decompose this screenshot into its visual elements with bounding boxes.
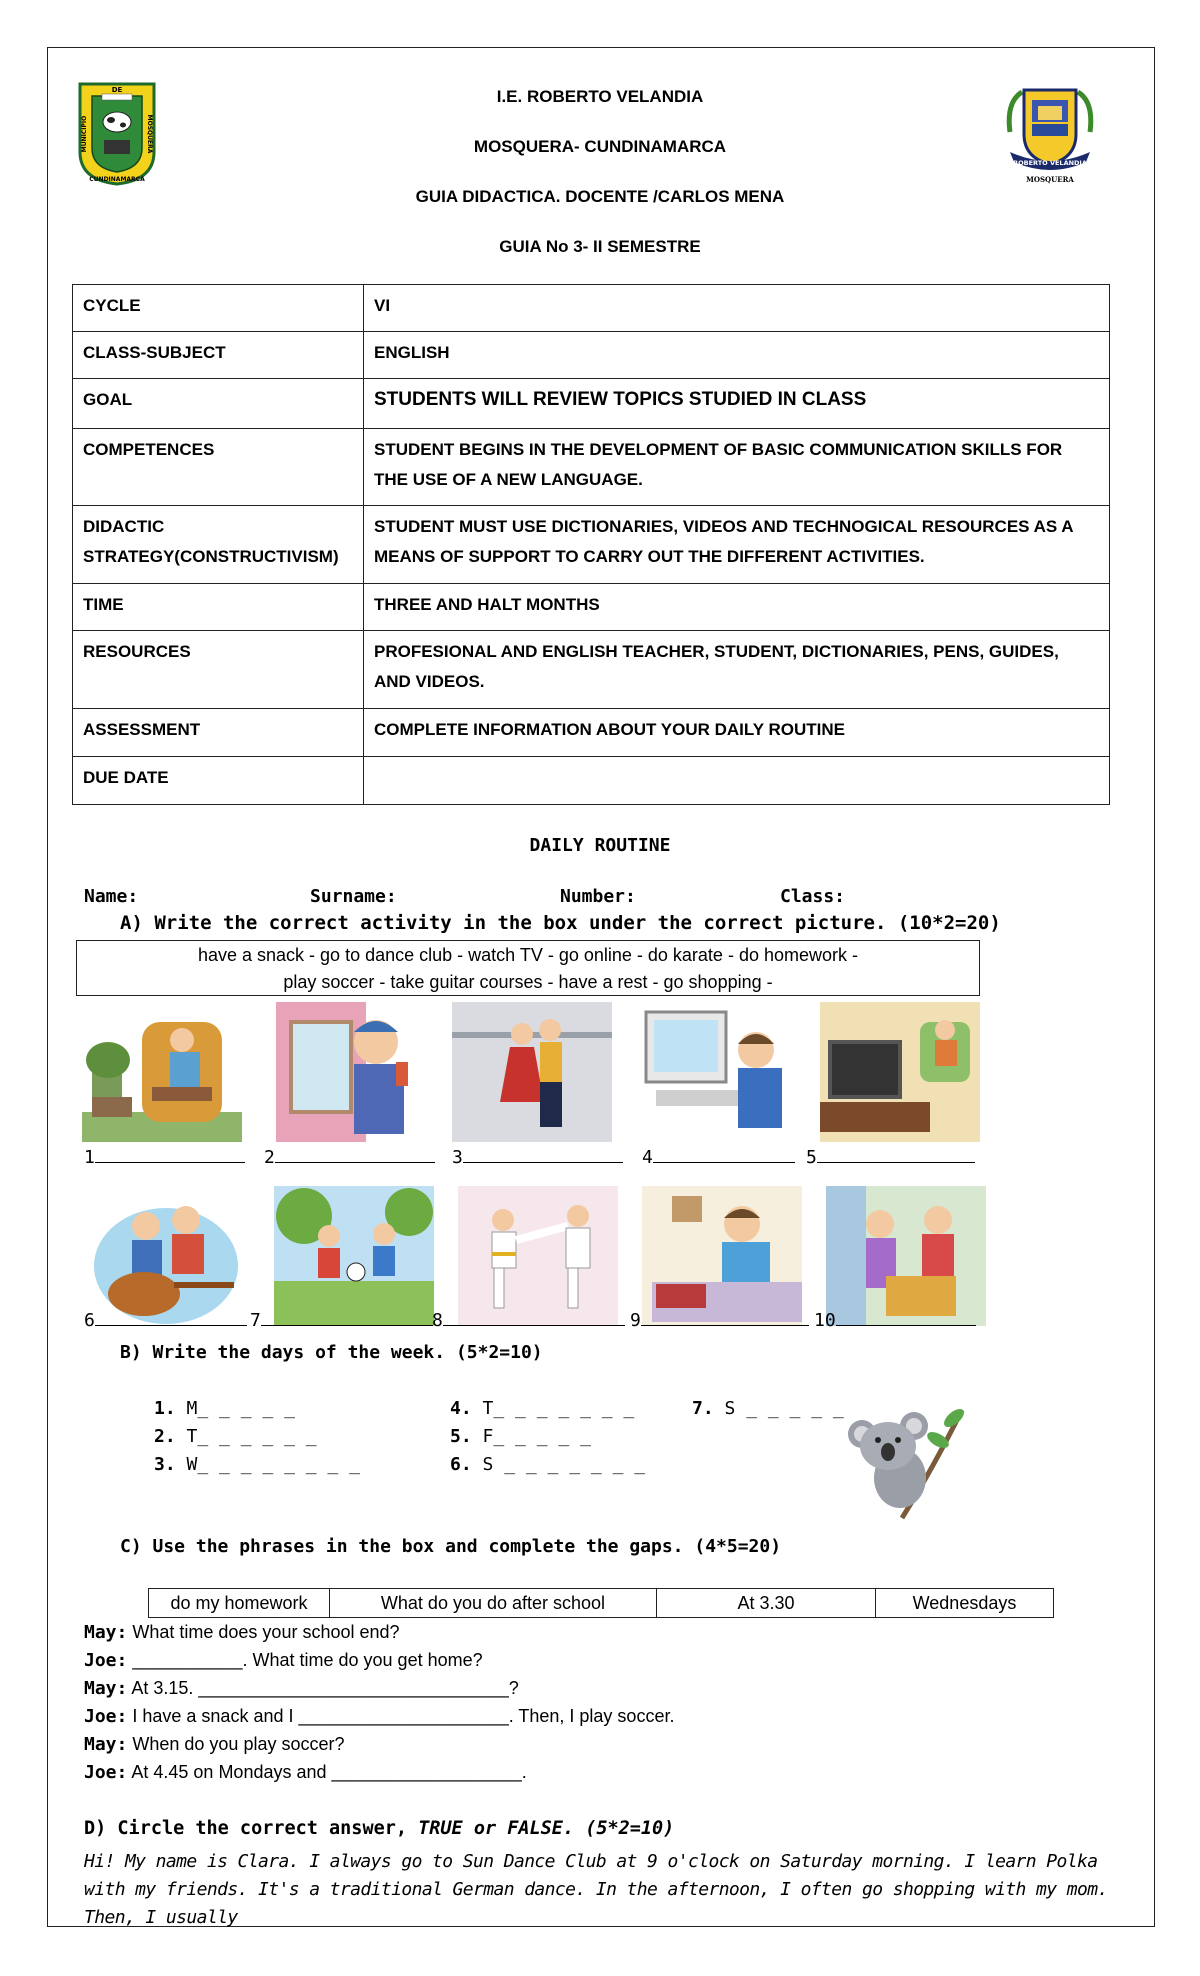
row-key: CLASS-SUBJECT bbox=[73, 332, 364, 379]
dialog-text: What time does your school end? bbox=[132, 1622, 400, 1642]
blank-number: 7 bbox=[250, 1310, 261, 1331]
day-number: 7. bbox=[692, 1398, 714, 1419]
logo-text-bottom: CUNDINAMARCA bbox=[89, 176, 145, 183]
blank-number: 8 bbox=[432, 1310, 443, 1331]
day-number: 4. bbox=[450, 1398, 472, 1419]
blank-number: 9 bbox=[630, 1310, 641, 1331]
table-row bbox=[73, 379, 1110, 429]
picture-watch-tv bbox=[820, 1002, 980, 1142]
dialog-line-1 bbox=[84, 1622, 400, 1643]
dialog-line-6[interactable] bbox=[84, 1762, 527, 1783]
row-value: COMPLETE INFORMATION ABOUT YOUR DAILY ROUTINE bbox=[364, 709, 1110, 757]
row-key: RESOURCES bbox=[73, 631, 364, 709]
blank-number: 6 bbox=[84, 1310, 95, 1331]
row-value: PROFESIONAL AND ENGLISH TEACHER, STUDENT, DICTIONARIES, PENS, GUIDES, AND VIDEOS. bbox=[364, 631, 1110, 709]
answer-blank-8[interactable] bbox=[432, 1310, 625, 1331]
word-bank-line-2: play soccer - take guitar courses - have a rest - go shopping - bbox=[283, 972, 773, 992]
picture-have-a-rest bbox=[82, 1002, 242, 1142]
day-item-3[interactable] bbox=[154, 1454, 360, 1475]
school-name: I.E. ROBERTO VELANDIA bbox=[496, 87, 704, 106]
day-number: 2. bbox=[154, 1426, 176, 1447]
surname-field-label[interactable]: Surname: bbox=[310, 886, 397, 907]
dialog-text: I have a snack and I _____________________. Then, I play soccer. bbox=[132, 1706, 675, 1726]
part-a-title: A) Write the correct activity in the box under the correct picture. (10*2=20) bbox=[120, 912, 1001, 934]
name-field-label[interactable]: Name: bbox=[84, 886, 139, 907]
dialog-line-2[interactable] bbox=[84, 1650, 483, 1671]
dialog-text: ___________. What time do you get home? bbox=[132, 1650, 483, 1670]
answer-blank-10[interactable] bbox=[814, 1310, 976, 1331]
day-hint: F_ _ _ _ _ bbox=[482, 1426, 591, 1447]
part-d-title-italic: TRUE or FALSE. (5*2=10) bbox=[418, 1818, 675, 1839]
day-item-6[interactable] bbox=[450, 1454, 645, 1475]
picture-go-online bbox=[636, 1002, 796, 1142]
table-row bbox=[73, 429, 1110, 506]
blank-number: 4 bbox=[642, 1147, 653, 1168]
picture-do-karate bbox=[458, 1186, 618, 1326]
reading-paragraph: Hi! My name is Clara. I always go to Sun Dance Club at 9 o'clock on Saturday morning. I learn Polka with my friends. It's a traditional German dance. In the afternoon, I often go shopping with my mom. Then, I usually bbox=[84, 1851, 1108, 1928]
answer-blank-2[interactable] bbox=[264, 1147, 435, 1168]
speaker-label: Joe: bbox=[84, 1650, 128, 1671]
dialog-text: At 4.45 on Mondays and ___________________. bbox=[131, 1762, 527, 1782]
phrase-box bbox=[148, 1588, 1054, 1618]
picture-take-guitar-courses bbox=[86, 1186, 246, 1326]
picture-go-shopping bbox=[826, 1186, 986, 1326]
answer-blank-5[interactable] bbox=[806, 1147, 975, 1168]
dialog-text: When do you play soccer? bbox=[132, 1734, 345, 1754]
day-hint: W_ _ _ _ _ _ _ _ bbox=[186, 1454, 360, 1475]
day-item-1[interactable] bbox=[154, 1398, 295, 1419]
number-field-label[interactable]: Number: bbox=[560, 886, 636, 907]
blank-number: 10 bbox=[814, 1310, 836, 1331]
row-key: COMPETENCES bbox=[73, 429, 364, 506]
speaker-label: Joe: bbox=[84, 1706, 128, 1727]
row-key: TIME bbox=[73, 584, 364, 631]
picture-do-homework bbox=[642, 1186, 802, 1326]
day-item-2[interactable] bbox=[154, 1426, 317, 1447]
part-b-title: B) Write the days of the week. (5*2=10) bbox=[120, 1342, 543, 1363]
dialog-line-3[interactable] bbox=[84, 1678, 519, 1699]
dialog-line-4[interactable] bbox=[84, 1706, 674, 1727]
due-date-field[interactable] bbox=[364, 757, 1110, 805]
crest-bottom-text: MOSQUERA bbox=[1026, 175, 1074, 184]
row-value: ENGLISH bbox=[364, 332, 1110, 379]
row-value: THREE AND HALT MONTHS bbox=[364, 584, 1110, 631]
day-hint: M_ _ _ _ _ bbox=[186, 1398, 295, 1419]
part-d-title-prefix: D) Circle the correct answer, bbox=[84, 1818, 419, 1839]
picture-play-soccer bbox=[274, 1186, 434, 1326]
table-row bbox=[73, 332, 1110, 379]
logo-text-left: MUNICIPIO bbox=[81, 115, 88, 153]
section-title: DAILY ROUTINE bbox=[529, 835, 671, 856]
speaker-label: May: bbox=[84, 1678, 128, 1699]
answer-blank-1[interactable] bbox=[84, 1147, 245, 1168]
day-number: 3. bbox=[154, 1454, 176, 1475]
table-row bbox=[73, 285, 1110, 332]
blank-number: 2 bbox=[264, 1147, 275, 1168]
day-hint: S _ _ _ _ _ bbox=[724, 1398, 844, 1419]
row-value: STUDENT BEGINS IN THE DEVELOPMENT OF BASIC COMMUNICATION SKILLS FOR THE USE OF A NEW LANGUAGE. bbox=[364, 429, 1110, 506]
answer-blank-6[interactable] bbox=[84, 1310, 247, 1331]
row-key: DUE DATE bbox=[73, 757, 364, 805]
school-city: MOSQUERA- CUNDINAMARCA bbox=[473, 137, 727, 156]
day-hint: S _ _ _ _ _ _ _ bbox=[482, 1454, 646, 1475]
row-key: DIDACTIC STRATEGY(CONSTRUCTIVISM) bbox=[73, 506, 364, 584]
row-key: CYCLE bbox=[73, 285, 364, 332]
dialog-line-5 bbox=[84, 1734, 345, 1755]
table-row bbox=[73, 709, 1110, 757]
speaker-label: May: bbox=[84, 1622, 128, 1643]
phrase-cell: What do you do after school bbox=[330, 1589, 657, 1618]
table-row bbox=[73, 631, 1110, 709]
picture-go-to-dance-club bbox=[452, 1002, 612, 1142]
word-bank-box bbox=[76, 940, 980, 996]
logo-text-top: DE bbox=[111, 86, 123, 94]
day-hint: T_ _ _ _ _ _ _ bbox=[482, 1398, 635, 1419]
class-field-label[interactable]: Class: bbox=[780, 886, 846, 907]
table-row bbox=[73, 506, 1110, 584]
koala-illustration bbox=[842, 1400, 972, 1520]
table-row bbox=[73, 757, 1110, 805]
answer-blank-9[interactable] bbox=[630, 1310, 809, 1331]
speaker-label: Joe: bbox=[84, 1762, 128, 1783]
picture-have-a-snack bbox=[266, 1002, 426, 1142]
word-bank-line-1: have a snack - go to dance club - watch TV - go online - do karate - do homework - bbox=[197, 945, 858, 965]
row-value: STUDENT MUST USE DICTIONARIES, VIDEOS AND TECHNOGICAL RESOURCES AS A MEANS OF SUPPORT TO CARRY OUT THE DIFFERENT ACTIVITIES. bbox=[364, 506, 1110, 584]
day-number: 5. bbox=[450, 1426, 472, 1447]
blank-number: 5 bbox=[806, 1147, 817, 1168]
day-hint: T_ _ _ _ _ _ bbox=[186, 1426, 317, 1447]
guide-number: GUIA No 3- II SEMESTRE bbox=[499, 237, 701, 256]
row-key: GOAL bbox=[73, 379, 364, 429]
guide-title: GUIA DIDACTICA. DOCENTE /CARLOS MENA bbox=[415, 187, 785, 206]
logo-text-right: MOSQUERA bbox=[146, 114, 153, 154]
day-item-4[interactable] bbox=[450, 1398, 634, 1419]
row-key: ASSESSMENT bbox=[73, 709, 364, 757]
answer-blank-7[interactable] bbox=[250, 1310, 433, 1331]
answer-blank-4[interactable] bbox=[642, 1147, 795, 1168]
phrase-cell: At 3.30 bbox=[657, 1589, 876, 1618]
row-value: VI bbox=[364, 285, 1110, 332]
phrase-cell: do my homework bbox=[149, 1589, 330, 1618]
answer-blank-3[interactable] bbox=[452, 1147, 623, 1168]
speaker-label: May: bbox=[84, 1734, 128, 1755]
info-table bbox=[72, 284, 1110, 805]
part-c-title: C) Use the phrases in the box and complete the gaps. (4*5=20) bbox=[120, 1536, 782, 1557]
dialog-text: At 3.15. _______________________________? bbox=[131, 1678, 519, 1698]
crest-ribbon-text: ROBERTO VELANDIA bbox=[1013, 159, 1087, 167]
day-number: 6. bbox=[450, 1454, 472, 1475]
table-row bbox=[73, 584, 1110, 631]
phrase-cell: Wednesdays bbox=[876, 1589, 1054, 1618]
blank-number: 1 bbox=[84, 1147, 95, 1168]
day-number: 1. bbox=[154, 1398, 176, 1419]
day-item-5[interactable] bbox=[450, 1426, 591, 1447]
blank-number: 3 bbox=[452, 1147, 463, 1168]
part-d-title bbox=[84, 1818, 674, 1839]
row-value: STUDENTS WILL REVIEW TOPICS STUDIED IN CLASS bbox=[364, 379, 1110, 429]
day-item-7[interactable] bbox=[692, 1398, 844, 1419]
